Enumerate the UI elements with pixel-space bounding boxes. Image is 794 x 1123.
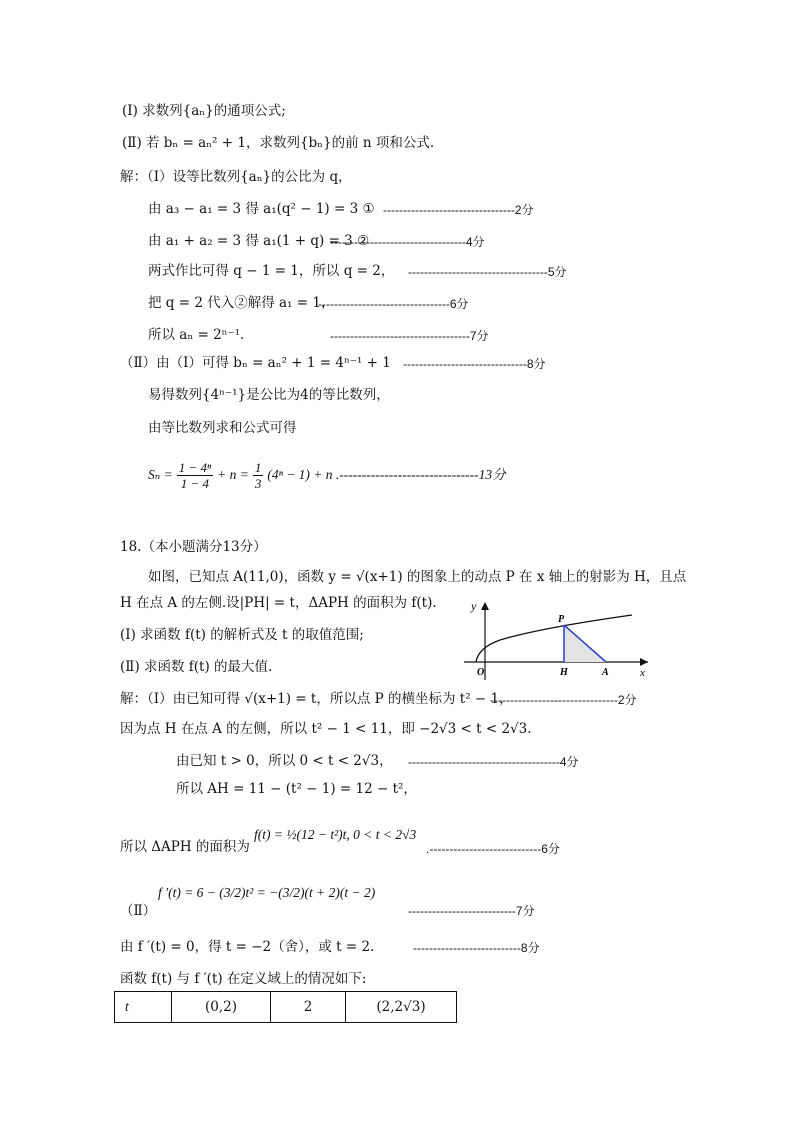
problem-18-question-2: (Ⅱ) 求函数 f(t) 的最大值. — [120, 659, 273, 675]
sum-formula — [148, 455, 506, 495]
sum-fraction-2-numerator: 1 — [254, 459, 262, 475]
step-4: 把 q = 2 代入②解得 a₁ = 1， — [148, 295, 335, 311]
step-3: 两式作比可得 q − 1 = 1，所以 q = 2， — [148, 263, 395, 279]
variation-table — [114, 991, 457, 1023]
sol-6-head: （Ⅱ） — [120, 903, 157, 919]
step-6-score: -------------------------------8分 — [403, 357, 546, 371]
step-1-score: ---------------------------------2分 — [383, 203, 534, 217]
sol-2: 因为点 H 在点 A 的左侧，所以 t² − 1 < 11，即 −2√3 < t < 2√3. — [120, 721, 532, 737]
step-1: 由 a₃ − a₁ = 3 得 a₁(q² − 1) = 3 ① — [148, 201, 375, 217]
problem-18-question-1: (Ⅰ) 求函数 f(t) 的解析式及 t 的取值范围; — [120, 627, 364, 643]
sol-6-formula: f ′(t) = 6 − (3/2)t² = −(3/2)(t + 2)(t − 2) — [158, 885, 376, 900]
x-axis-arrow — [640, 658, 648, 666]
sol-5-formula: f(t) = ½(12 − t²)t, 0 < t < 2√3 — [254, 827, 417, 842]
step-4-score: ---------------------------------6分 — [318, 297, 469, 311]
sum-tail: (4ⁿ − 1) + n .-------------------------------13分 — [267, 467, 506, 482]
sol-6-score: ---------------------------7分 — [408, 904, 535, 918]
sol-1-score: --------------------------------2分 — [490, 693, 637, 707]
table-cell-t: t — [115, 992, 172, 1023]
y-axis-label: y — [471, 599, 477, 613]
question-2: (Ⅱ) 若 bₙ = aₙ² + 1，求数列{bₙ}的前 n 项和公式. — [122, 135, 435, 151]
sum-head: Sₙ = — [148, 467, 173, 482]
sum-mid: + n = — [217, 467, 249, 482]
sol-4: 所以 AH = 11 − (t² − 1) = 12 − t²， — [176, 781, 417, 797]
sol-7-score: ---------------------------8分 — [413, 941, 540, 955]
x-axis-label: x — [640, 667, 645, 679]
point-h-label: H — [560, 667, 568, 678]
sqrt-curve — [476, 615, 632, 662]
sum-fraction-1-denominator: 1 − 4 — [180, 475, 210, 491]
table-cell-interval-2: (2,2√3) — [346, 992, 457, 1023]
sol-3-score: --------------------------------------4分 — [408, 755, 579, 769]
sum-fraction-1 — [177, 460, 213, 491]
sol-7: 由 f ′(t) = 0，得 t = −2（舍），或 t = 2. — [120, 939, 375, 955]
function-graph-figure — [460, 596, 656, 682]
table-cell-interval-1: (0,2) — [172, 992, 271, 1023]
point-a-label: A — [602, 667, 609, 678]
sum-fraction-2 — [253, 460, 264, 491]
step-6: （Ⅱ）由（Ⅰ）可得 bₙ = aₙ² + 1 = 4ⁿ⁻¹ + 1 — [120, 355, 391, 371]
table-cell-critical: 2 — [271, 992, 346, 1023]
solution-intro: 解：（Ⅰ）设等比数列{aₙ}的公比为 q， — [120, 169, 352, 185]
sol-3: 由已知 t > 0，所以 0 < t < 2√3， — [176, 753, 393, 769]
sol-5-head: 所以 ΔAPH 的面积为 — [120, 839, 250, 855]
step-2-score: ----------------------------------4分 — [330, 235, 485, 249]
origin-label: O — [477, 667, 485, 678]
step-7: 易得数列{4ⁿ⁻¹}是公比为4的等比数列， — [148, 387, 390, 403]
step-2: 由 a₁ + a₂ = 3 得 a₁(1 + q) = 3 ② — [148, 233, 370, 249]
step-5-score: -----------------------------------7分 — [330, 329, 489, 343]
question-1: (Ⅰ) 求数列{aₙ}的通项公式; — [122, 103, 286, 119]
problem-18-text-1: 如图，已知点 A(11,0)，函数 y = √(x+1) 的图象上的动点 P 在 x 轴上的射影为 H，且点 — [148, 569, 687, 585]
step-5: 所以 aₙ = 2ⁿ⁻¹. — [148, 327, 245, 343]
step-3-score: -----------------------------------5分 — [408, 265, 567, 279]
table-row — [115, 992, 457, 1023]
step-8: 由等比数列求和公式可得 — [148, 420, 297, 436]
point-p-label: P — [558, 614, 565, 625]
y-axis-arrow — [481, 602, 489, 610]
sol-1: 解：（Ⅰ）由已知可得 √(x+1) = t，所以点 P 的横坐标为 t² − 1， — [120, 691, 513, 707]
problem-18-heading: 18.（本小题满分13分） — [120, 539, 267, 555]
sol-8: 函数 f(t) 与 f ′(t) 在定义域上的情况如下: — [120, 971, 367, 987]
sum-fraction-2-denominator: 3 — [254, 475, 262, 491]
sol-5-score: .----------------------------6分 — [426, 842, 560, 856]
problem-18-text-2: H 在点 A 的左侧.设|PH| = t，ΔAPH 的面积为 f(t). — [120, 595, 437, 611]
sum-fraction-1-numerator: 1 − 4ⁿ — [178, 459, 212, 475]
